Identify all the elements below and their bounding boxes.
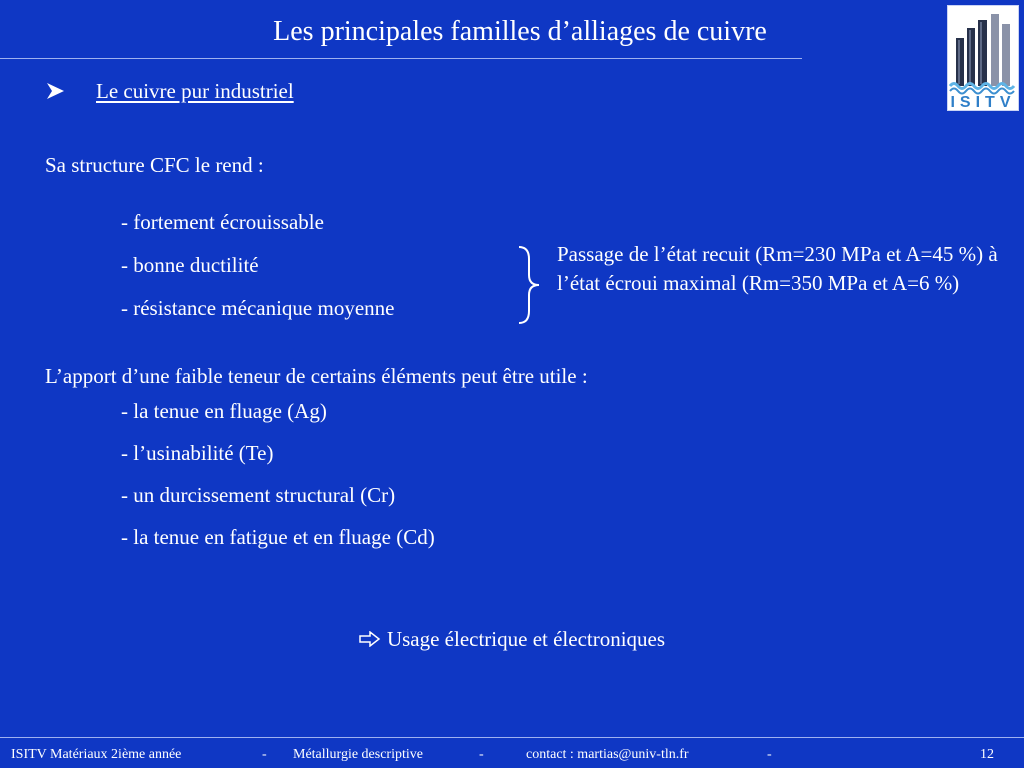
logo-lettering xyxy=(948,6,1018,110)
isitv-logo xyxy=(947,5,1019,111)
footer-topic: Métallurgie descriptive xyxy=(293,747,423,762)
footer xyxy=(0,744,1024,766)
subheading-pure-copper: Le cuivre pur industriel xyxy=(96,78,294,103)
usage-line xyxy=(0,624,1024,654)
property-item: - fortement écrouissable xyxy=(121,210,324,234)
footer-divider xyxy=(0,737,1024,738)
property-item: - résistance mécanique moyenne xyxy=(121,296,395,320)
footer-separator: - xyxy=(262,747,267,762)
footer-course: ISITV Matériaux 2ième année xyxy=(11,747,182,762)
footer-separator: - xyxy=(767,747,772,762)
outline-arrow-icon xyxy=(359,631,381,647)
structure-intro: Sa structure CFC le rend : xyxy=(45,153,264,177)
right-brace-icon xyxy=(511,245,547,325)
elements-intro: L’apport d’une faible teneur de certains éléments peut être utile : xyxy=(45,364,588,388)
element-item: - l’usinabilité (Te) xyxy=(121,441,274,465)
element-item: - un durcissement structural (Cr) xyxy=(121,483,396,507)
subheading-row xyxy=(45,76,294,106)
footer-contact: contact : martias@univ-tln.fr xyxy=(526,747,689,762)
page-number: 12 xyxy=(980,747,994,762)
title-divider xyxy=(0,58,802,59)
annealing-note: Passage de l’état recuit (Rm=230 MPa et A=45 %) à l’état écroui maximal (Rm=350 MPa et A=6 %) xyxy=(557,242,998,295)
footer-separator: - xyxy=(479,747,484,762)
element-item: - la tenue en fluage (Ag) xyxy=(121,399,327,423)
svg-text:ISITV: ISITV xyxy=(950,94,1016,110)
arrowhead-bullet-icon xyxy=(45,82,67,100)
element-item: - la tenue en fatigue et en fluage (Cd) xyxy=(121,525,435,549)
slide-title: Les principales familles d’alliages de cuivre xyxy=(273,16,767,47)
usage-text: Usage électrique et électroniques xyxy=(386,627,666,651)
property-item: - bonne ductilité xyxy=(121,253,259,277)
